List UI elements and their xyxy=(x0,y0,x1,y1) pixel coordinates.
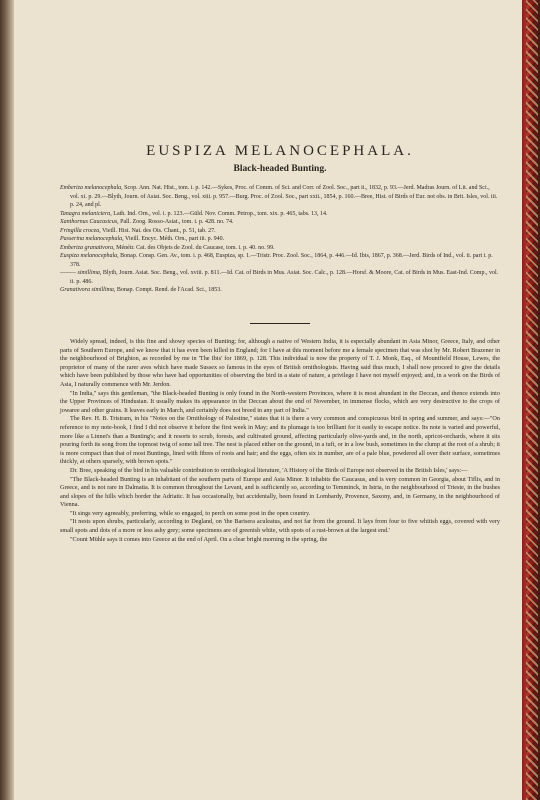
synonymy-entry xyxy=(60,286,500,295)
citation: Vieill. Encyc. Méth. Orn., part iii. p. 940. xyxy=(123,236,225,242)
section-divider xyxy=(250,323,310,324)
species-name: Emberiza melanocephala, xyxy=(60,185,123,191)
species-name: Tanagra melanictera, xyxy=(60,210,112,217)
species-name: Granativora simillima, xyxy=(60,287,116,293)
edge-pattern xyxy=(526,0,538,800)
synonymy-entry xyxy=(60,184,500,210)
body-text xyxy=(60,338,500,544)
species-name: Euspiza melanocephala, xyxy=(60,253,119,259)
page-subtitle: Black-headed Bunting. xyxy=(233,164,327,174)
paragraph: "It nests upon shrubs, particularly, according to Degland, on 'the Barisera aculeatus, and not far from the ground. It lays from four to five whitish eggs, covered with very small spots and dots of a more or less ashy grey; some specimens are of greenish white, with spots of a rust-brown at the largest end.' xyxy=(60,518,500,535)
paragraph: "It sings very agreeably, preferring, while so engaged, to perch on some post in the open country. xyxy=(70,509,311,517)
citation: Vieill. Hist. Nat. des Ois. Chant., p. 51, tab. 27. xyxy=(100,227,216,234)
synonymy-entry xyxy=(60,227,500,236)
citation: Blyth, Journ. Asiat. Soc. Beng., vol. xviii. p. 811.—Id. Cat. of Birds in Mus. Asiat. Soc. Calc., p. 128.—Horsf. & Moore, Cat. of Birds in Mus. East-Ind. Comp., vol. ii. p. 486. xyxy=(70,270,499,285)
species-name: Emberiza granativora, xyxy=(60,244,115,251)
page-title: EUSPIZA MELANOCEPHALA. xyxy=(146,143,414,159)
synonymy-entry xyxy=(60,269,500,286)
citation: Pall. Zoog. Rosso-Asiat., tom. i. p. 428. no. 74. xyxy=(118,219,234,225)
synonymy-list xyxy=(60,184,500,295)
citation: Ménétr. Cat. des Objets de Zool. du Caucase, tom. i. p. 40. no. 99. xyxy=(114,244,275,251)
species-name: ——— simillima, xyxy=(60,270,102,276)
synonymy-entry xyxy=(60,210,500,219)
decorative-page-edge xyxy=(522,0,540,800)
citation: Bonap. Consp. Gen. Av., tom. i. p. 468, Euspiza, sp. 1.—Tristr. Proc. Zool. Soc., 1864, p. 446.—Id. Ibis, 1867, p. 368.—Jerd. Birds of Ind., vol. ii. part i. p. 378. xyxy=(70,253,493,268)
paragraph: The Rev. H. B. Tristram, in his "Notes on the Ornithology of Palestine," states that it is there a very common and conspicuous bird in spring and summer, and says:—"On reference to my note-book, I find I did not observe it before the first week in May; and its plumage is too brilliant for it easily to escape notice. Its note is varied and powerful, more like a Linnet's than a Bunting's; and it resorts to scrub, forests, and cultivated ground, affecting particularly olive-yards and, in the north, apricot-orchards, where it sits pouring forth its song from the topmost twig of some tall tree. The nest is placed either on the ground, in a tuft, or in a low bush, sometimes in the clump at the root of a shrub; it is more compact than that of most Buntings, lined with fibres of roots and hair; and the eggs, often six in number, are of a pale blue, powdered all over their surface, sometimes thickly, at others sparsely, with brown spots." xyxy=(60,415,500,466)
citation: Scop. Ann. Nat. Hist., tom. i. p. 142.—Sykes, Proc. of Comm. of Sci. and Corr. of Zool. Soc., part ii., 1832, p. 93.—Jerd. Madras Journ. of Lit. and Sci., vol. xi. p. 29.—Blyth, Journ. of Asiat. Soc. Beng., vol. xiii. p. 957.—Burg. Proc. of Zool. Soc., part xxii., 1854, p. 160.—Bree, Hist. of Birds of Eur. not obs. in Brit. Isles, vol. iii. p. 24, and pl. xyxy=(70,185,498,208)
synonymy-entry xyxy=(60,235,500,244)
citation: Lath. Ind. Orn., vol. i. p. 123.—Güld. Nov. Comm. Petrop., tom. xix. p. 465, tabs. 13, 14. xyxy=(111,210,328,217)
species-name: Fringilla crocea, xyxy=(60,227,101,234)
paragraph: Widely spread, indeed, is this fine and showy species of Bunting; for, although a native of Western India, it is especially abundant in Asia Minor, Greece, Italy, and other parts of Southern Europe, and we know that it has even been killed in England; for I have at this moment before me a female specimen that was shot by Mr. Robert Brazener in the neighbourhood of Brighton, as recorded by me in 'The Ibis' for 1869, p. 128. This individual is now the property of T. J. Monk, Esq., of Mountfield House, Lewes, the proprietor of many of the rarer aves which have made Sussex so famous in the eyes of British ornithologists. Having said thus much, I shall now proceed to give the details which have been published by those who have had opportunities of observing the bird in a state of nature, a privilege I have not myself enjoyed; and, in a work on the Birds of Asia, I naturally commence with Mr. Jerdon. xyxy=(60,338,500,388)
citation: Bonap. Compt. Rend. de l'Acad. Sci., 1853. xyxy=(115,287,222,293)
species-name: Xanthornus Caucasicus, xyxy=(60,219,119,225)
paragraph: "Count Mühle says it comes into Greece at the end of April. On a clear bright morning in the spring, the xyxy=(70,535,328,543)
paragraph: Dr. Bree, speaking of the bird in his valuable contribution to ornithological literature, 'A History of the Birds of Europe not observed in the British Isles,' says:— xyxy=(70,466,468,474)
paragraph: "In India," says this gentleman, "the Black-headed Bunting is only found in the North-western Provinces, where it is most abundant in the Deccan, and thence extends into the Upper Provinces of Hindustan. It usually makes its appearance in the Deccan about the end of November, in immense flocks, which are very destructive to the crops of jowaree and other grains. It leaves early in March, and certainly does not breed in any part of India." xyxy=(60,389,500,414)
page-gutter xyxy=(0,0,14,800)
paragraph: "The Black-headed Bunting is an inhabitant of the southern parts of Europe and Asia Minor. It inhabits the Caucasus, and is very common in Georgia, about Tiflis, and in Greece, and is not rare in Dalmatia. It is common throughout the Levant, and is sufficiently so, according to Temminck, in Istria, in the neighbourhood of Trieste, in the bushes and slopes of the hills which border the Adriatic. It has occasionally, but accidentally, been found in Lombardy, Provence, Saxony, and, in Germany, in the neighbourhood of Vienna. xyxy=(60,475,500,509)
synonymy-entry xyxy=(60,244,500,253)
synonymy-entry xyxy=(60,252,500,269)
species-name: Passerina melanocephala, xyxy=(60,236,124,242)
synonymy-entry xyxy=(60,218,500,227)
